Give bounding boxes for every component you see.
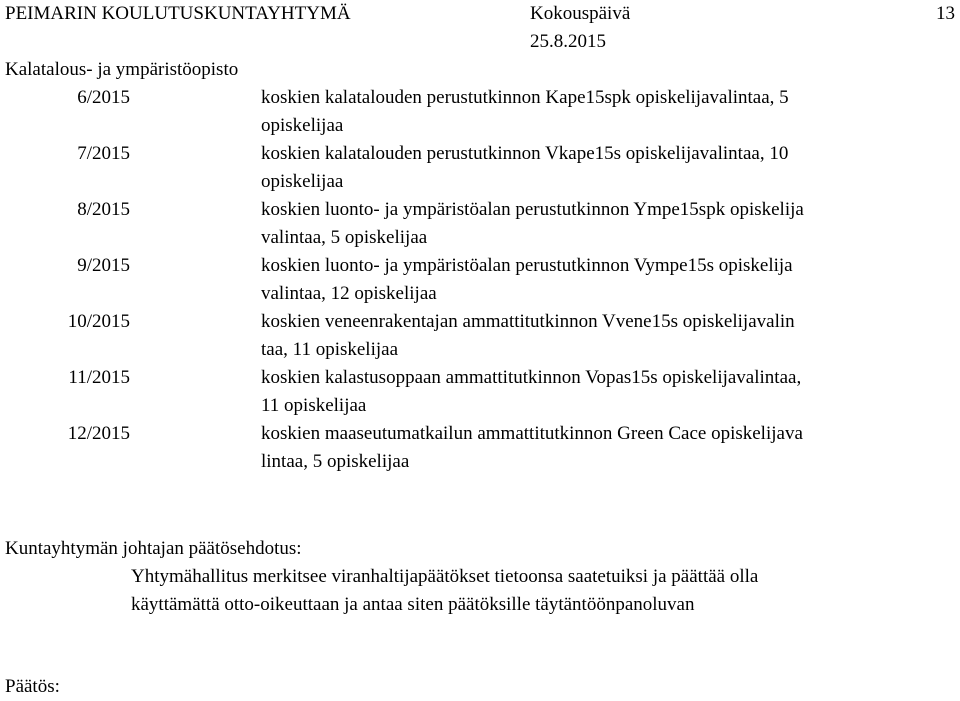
unit-title: Kalatalous- ja ympäristöopisto [5,59,239,80]
proposal-heading: Kuntayhtymän johtajan päätösehdotus: [5,538,302,559]
decision-list [0,84,960,476]
decision-text [261,364,951,420]
decision-item [0,196,960,252]
decision-number: 9/2015 [77,255,130,276]
decision-item [0,140,960,196]
decision-text-line: koskien luonto- ja ympäristöalan perustutkinnon Vympe15s opiskelija [261,255,793,276]
decision-number: 10/2015 [67,311,130,332]
decision-text-line: koskien veneenrakentajan ammattitutkinnon Vvene15s opiskelijavalin [261,311,795,332]
decision-number: 8/2015 [77,199,130,220]
decision-text-line: opiskelijaa [261,115,344,136]
decision-item [0,308,960,364]
decision-text-line: koskien kalatalouden perustutkinnon Vkape15s opiskelijavalintaa, 10 [261,143,789,164]
decision-text [261,140,951,196]
decision-text-line: koskien kalatalouden perustutkinnon Kape15spk opiskelijavalintaa, 5 [261,87,789,108]
decision-text-line: koskien kalastusoppaan ammattitutkinnon Vopas15s opiskelijavalintaa, [261,367,802,388]
decision-text [261,308,951,364]
decision-number: 12/2015 [67,423,130,444]
decision-label: Päätös: [5,676,60,697]
decision-text [261,252,951,308]
proposal-text-line: Yhtymähallitus merkitsee viranhaltijapäätökset tietoonsa saatetuiksi ja päättää olla [131,566,759,587]
proposal-text [131,563,931,619]
decision-text-line: taa, 11 opiskelijaa [261,339,398,360]
decision-text-line: valintaa, 12 opiskelijaa [261,283,437,304]
decision-number: 11/2015 [68,367,130,388]
decision-text-line: lintaa, 5 opiskelijaa [261,451,410,472]
decision-item [0,252,960,308]
decision-text [261,196,951,252]
meeting-date: 25.8.2015 [530,31,606,52]
page-header [5,0,955,56]
decision-item [0,420,960,476]
decision-text [261,420,951,476]
decision-item [0,84,960,140]
decision-number: 6/2015 [77,87,130,108]
decision-number: 7/2015 [77,143,130,164]
decision-item [0,364,960,420]
meeting-date-label: Kokouspäivä [530,3,631,24]
decision-text [261,84,951,140]
decision-text-line: koskien maaseutumatkailun ammattitutkinnon Green Cace opiskelijava [261,423,803,444]
decision-text-line: 11 opiskelijaa [261,395,367,416]
proposal-text-line: käyttämättä otto-oikeuttaan ja antaa siten päätöksille täytäntöönpanoluvan [131,594,695,615]
decision-text-line: valintaa, 5 opiskelijaa [261,227,428,248]
organization-name: PEIMARIN KOULUTUSKUNTAYHTYMÄ [5,3,351,24]
decision-text-line: koskien luonto- ja ympäristöalan perustutkinnon Ympe15spk opiskelija [261,199,804,220]
decision-text-line: opiskelijaa [261,171,344,192]
page-number: 13 [936,3,955,24]
